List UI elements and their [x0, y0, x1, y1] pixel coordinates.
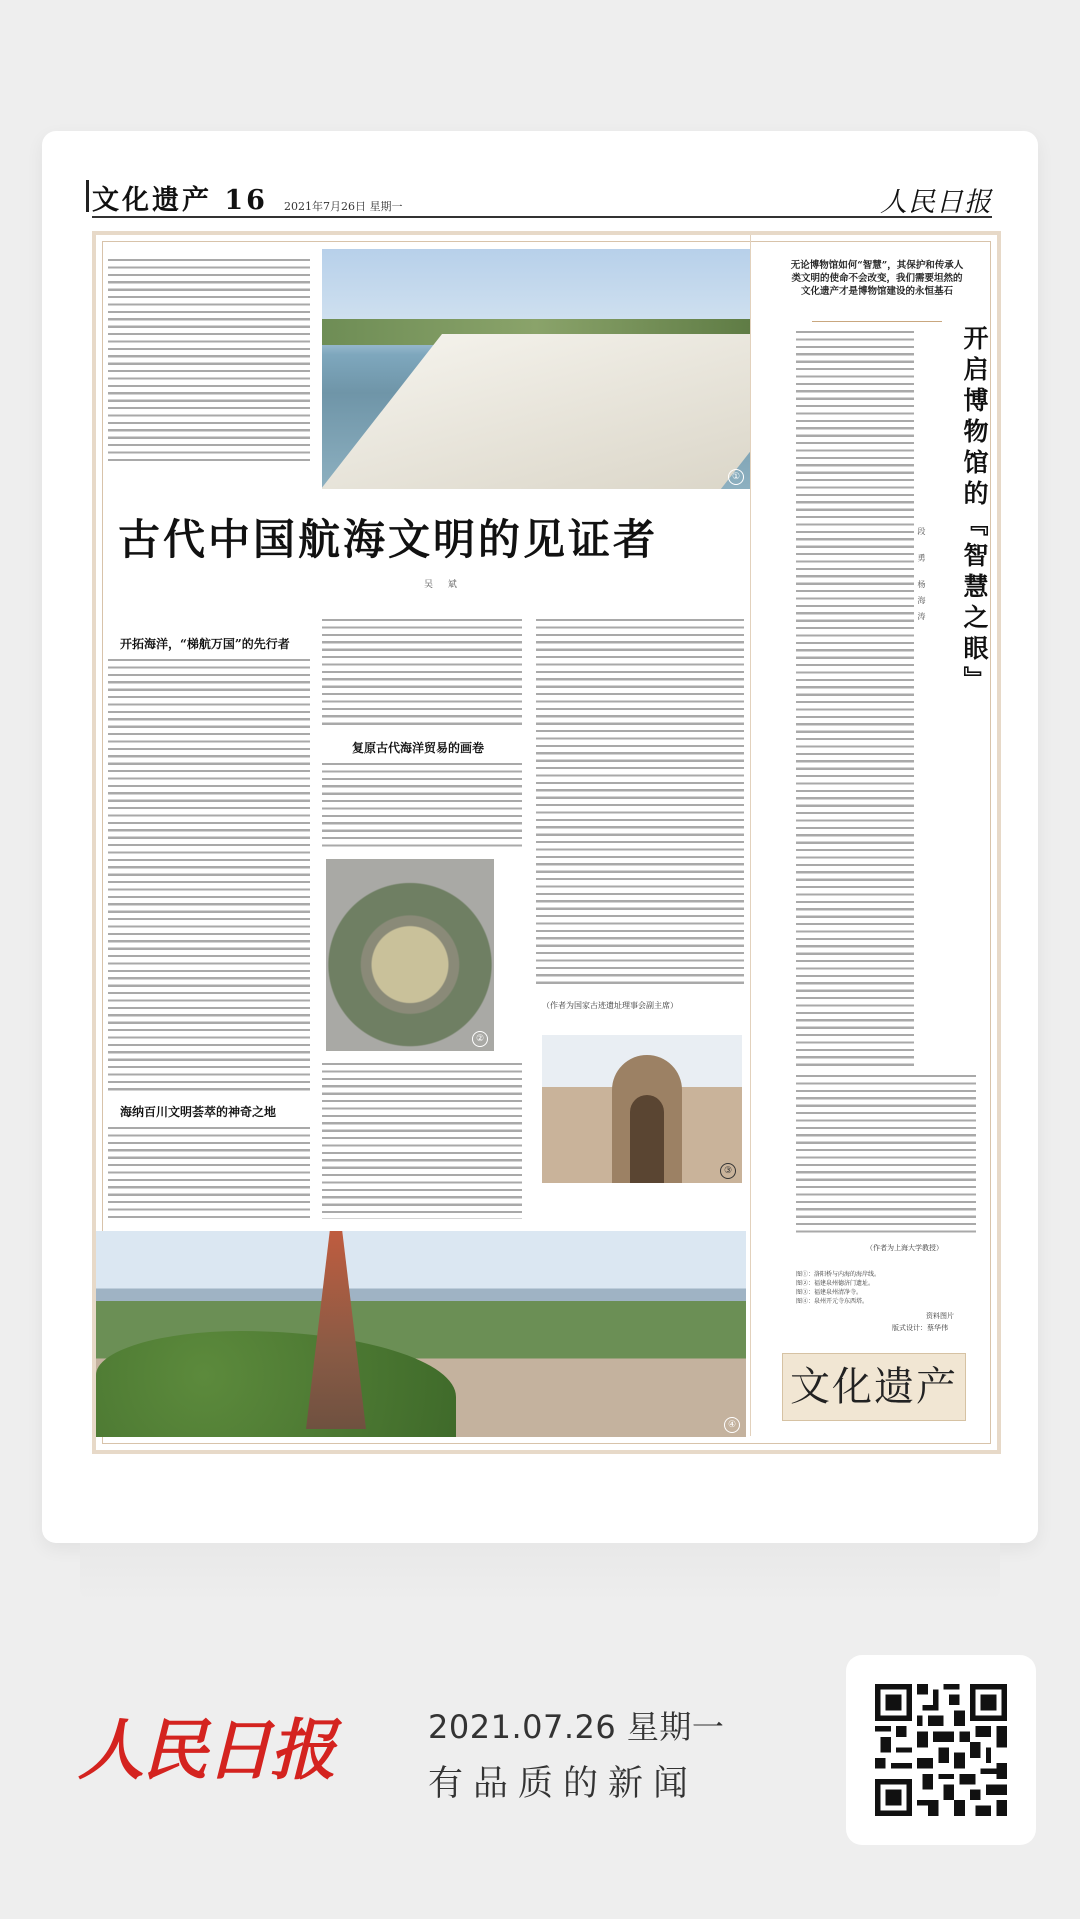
dejimen-ruins-photo: [326, 859, 494, 1051]
column-2c-text: [322, 1063, 522, 1219]
subhead-2: 复原古代海洋贸易的画卷: [352, 741, 485, 755]
section-title: 文化遗产 16: [92, 178, 268, 217]
photo-bridge: [322, 334, 750, 489]
intro-text-block: [108, 259, 310, 465]
subhead-3: 海纳百川文明荟萃的神奇之地: [120, 1105, 277, 1119]
sidebar-author: 段 勇 杨海涛: [917, 527, 926, 629]
qr-card: [846, 1655, 1036, 1845]
footer-slogan: 有品质的新闻: [428, 1764, 699, 1804]
newspaper-header: [92, 178, 992, 218]
photo-pagoda: [306, 1231, 366, 1429]
photo-number: ③: [720, 1163, 736, 1179]
sidebar-text-1: [796, 331, 914, 1071]
cultural-heritage-seal: 文化遗产: [782, 1353, 966, 1421]
sidebar-text-2: [796, 1075, 976, 1237]
caption-1: 图①：洛阳桥与内海的海岸线。: [796, 1271, 881, 1278]
column-divider: [750, 235, 751, 1436]
issue-date: 2021年7月26日 星期一: [284, 200, 403, 213]
column-2b-text: [322, 763, 522, 849]
photo-number: ①: [728, 469, 744, 485]
caption-3: 图③：福建泉州清净寺。: [796, 1289, 863, 1296]
caption-2: 图②：福建泉州德济门遗址。: [796, 1280, 875, 1287]
column-2-text: [322, 619, 522, 727]
column-1-text: [108, 659, 310, 1091]
newspaper-logo: 人民日报: [880, 187, 992, 218]
card-shadow: [80, 1543, 1000, 1603]
sidebar-title: 开启博物馆的『智慧之眼』: [960, 325, 989, 697]
article-byline: 吴 斌: [424, 580, 463, 590]
photo-trees: [96, 1331, 456, 1437]
photo-number: ④: [724, 1417, 740, 1433]
column-1b-text: [108, 1127, 310, 1219]
column-3-text: [536, 619, 744, 989]
qingjing-mosque-photo: [542, 1035, 742, 1183]
people-daily-logo: 人民日报: [78, 1711, 334, 1789]
subhead-1: 开拓海洋，“梯航万国”的先行者: [120, 637, 290, 651]
sidebar-author-note: （作者为上海大学教授）: [866, 1244, 943, 1252]
photo-credit: 资料图片: [926, 1312, 954, 1320]
qr-code-icon[interactable]: [875, 1684, 1007, 1816]
newspaper-page: [92, 231, 1001, 1454]
designer-credit: 版式设计：蔡华伟: [892, 1324, 948, 1332]
luoyang-bridge-photo: [322, 249, 750, 489]
caption-4: 图④：泉州开元寺东西塔。: [796, 1298, 869, 1305]
article-author-note: （作者为国家古迹遗址理事会副主席）: [542, 1001, 678, 1010]
sidebar-quote: 无论博物馆如何“智慧”，其保护和传承人类文明的使命不会改变，我们需要坦然的文化遗产才是博物馆建设的永恒基石: [790, 260, 964, 297]
photo-captions: [796, 1270, 880, 1306]
article-headline: 古代中国航海文明的见证者: [118, 515, 659, 564]
footer-date: 2021.07.26 星期一: [428, 1708, 725, 1746]
photo-number: ②: [472, 1031, 488, 1047]
quote-divider: [812, 321, 942, 322]
photo-door: [630, 1095, 664, 1183]
kaiyuan-temple-pagoda-photo: [96, 1231, 746, 1437]
